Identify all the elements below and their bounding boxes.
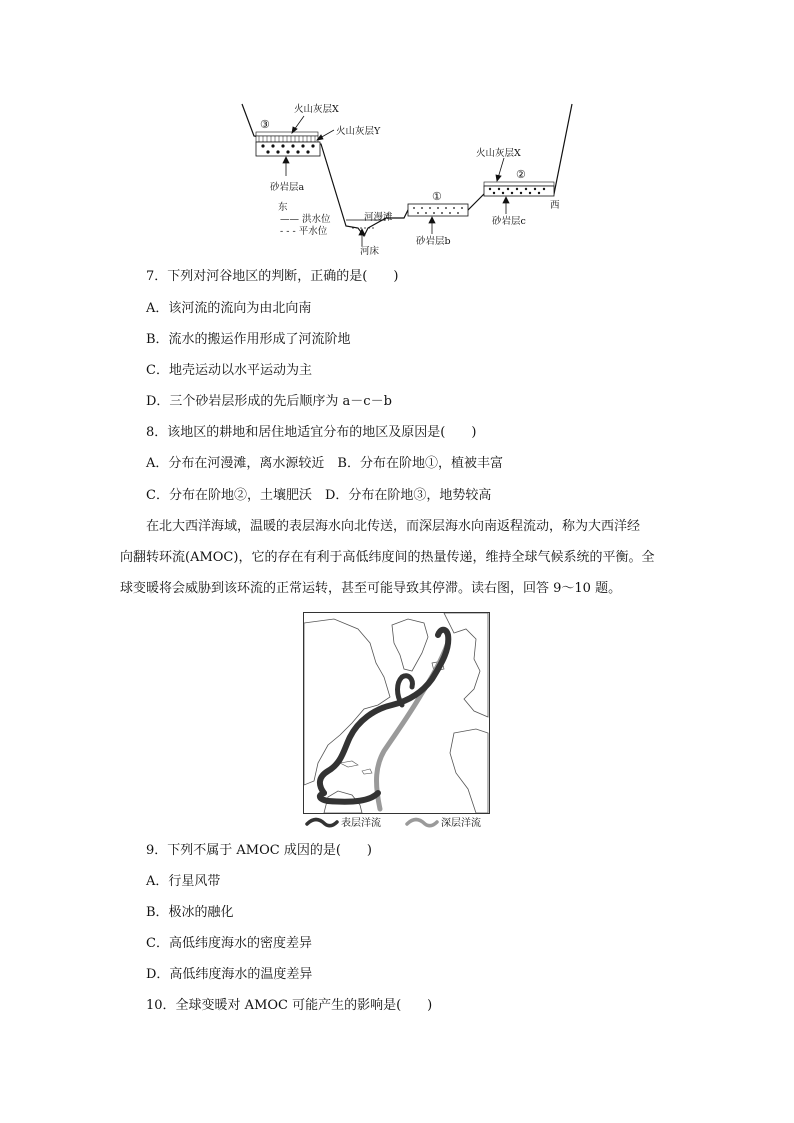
question-7-stem: 7．下列对河谷地区的判断，正确的是( ) [146,269,399,284]
sandstone-b [408,204,468,216]
amoc-map-graphic [304,613,489,813]
north-america-landmass [304,619,390,785]
label-sand-b: 砂岩层b [416,236,451,247]
amoc-map [303,612,490,814]
passage-line-2: 向翻转环流(AMOC)，它的存在有利于高低纬度间的热量传递，维持全球气候系统的平衡。全 [120,550,655,565]
label-sand-a: 砂岩层a [270,182,305,193]
question-9-stem: 9．下列不属于 AMOC 成因的是( ) [146,843,372,858]
question-8-options-cd: C．分布在阶地②，土壤肥沃 D．分布在阶地③，地势较高 [146,488,492,503]
label-flood-level: —— 洪水位 [280,214,331,225]
label-riverbed: 河床 [360,246,380,257]
question-9-option-c: C．高低纬度海水的密度差异 [146,936,312,951]
legend-surface-label: 表层洋流 [341,818,381,829]
question-7-option-b: B．流水的搬运作用形成了河流阶地 [146,332,351,347]
surface-current-legend-icon [307,820,337,826]
river-valley-diagram [236,96,586,258]
label-sand-c: 砂岩层c [492,216,526,227]
ash-layer-x-right [484,182,554,186]
label-terrace-2: ② [516,168,526,181]
question-10-stem: 10．全球变暖对 AMOC 可能产生的影响是( ) [146,998,433,1013]
question-7-option-a: A．该河流的流向为由北向南 [146,301,312,316]
ash-layer-x-left [256,132,318,136]
passage-line-1: 在北大西洋海域，温暖的表层海水向北传送，而深层海水向南返程流动，称为大西洋经 [146,519,641,534]
label-terrace-1: ① [432,190,442,203]
deep-current-legend-icon [407,820,437,826]
label-ash-y: 火山灰层Y [336,126,381,137]
map-legend [303,814,493,830]
question-8-options-ab: A．分布在河漫滩，离水源较近 B．分布在阶地①，植被丰富 [146,456,503,471]
question-9-option-d: D．高低纬度海水的温度差异 [146,967,313,982]
question-9-option-a: A．行星风带 [146,874,221,889]
question-9-option-b: B．极冰的融化 [146,905,234,920]
greenland-landmass [392,619,428,671]
sandstone-c [484,186,554,196]
label-east: 东 [278,202,288,213]
passage-line-3: 球变暖将会威胁到该环流的正常运转，甚至可能导致其停滞。读右图，回答 9～10 题。 [120,581,622,596]
label-ash-x-right: 火山灰层X [476,148,521,159]
label-ash-x-left: 火山灰层X [294,104,339,115]
europe-landmass [444,613,488,717]
label-normal-level: - - - 平水位 [280,226,328,237]
question-7-option-c: C．地壳运动以水平运动为主 [146,363,312,378]
question-7-option-d: D．三个砂岩层形成的先后顺序为 a－c－b [146,394,392,409]
label-floodplain: 河漫滩 [364,212,393,223]
legend-deep-label: 深层洋流 [441,818,481,829]
question-8-stem: 8．该地区的耕地和居住地适宜分布的地区及原因是( ) [146,425,477,440]
label-west: 西 [550,200,560,211]
africa-landmass [450,729,488,813]
label-terrace-3: ③ [260,118,270,131]
sandstone-a [256,142,320,156]
